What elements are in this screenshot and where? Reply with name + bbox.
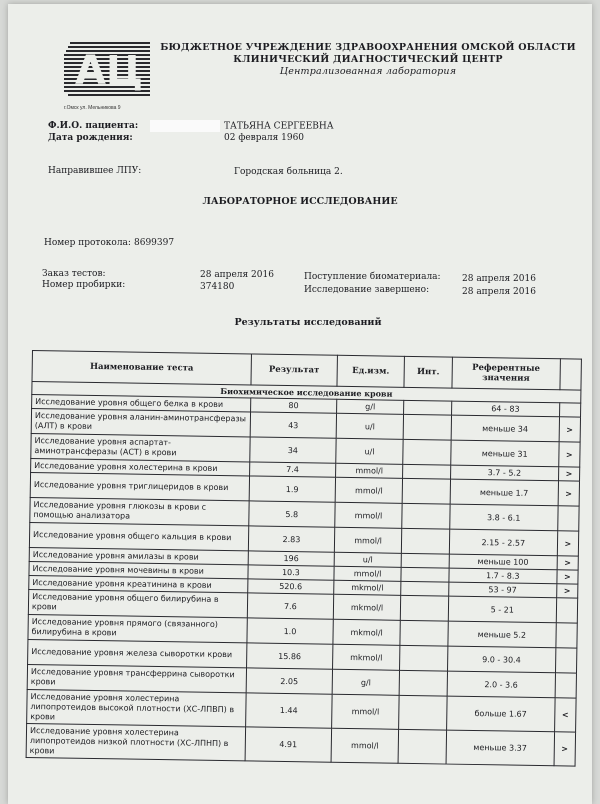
out-of-range-flag: > <box>559 417 581 442</box>
unit-cell: mkmol/l <box>333 580 401 595</box>
unit-cell: u/l <box>336 438 404 464</box>
out-of-range-flag: > <box>557 556 578 570</box>
document-title: ЛАБОРАТОРНОЕ ИССЛЕДОВАНИЕ <box>202 196 398 207</box>
svg-text:АЦ: АЦ <box>74 48 144 94</box>
reference-range-cell: 5 - 21 <box>448 596 556 623</box>
unit-cell: mkmol/l <box>332 644 400 670</box>
table-row <box>26 723 575 766</box>
reference-range-cell: 3.7 - 5.2 <box>450 465 558 481</box>
interpretation-cell <box>398 729 446 764</box>
reference-range-cell: больше 1.67 <box>446 696 554 732</box>
result-value-cell: 34 <box>250 437 336 463</box>
interpretation-cell <box>400 620 448 646</box>
unit-cell: mkmol/l <box>333 619 401 645</box>
result-value-cell: 2.05 <box>246 668 332 694</box>
test-name-cell: Исследование уровня мочевины в крови <box>29 561 248 578</box>
interpretation-cell <box>399 695 447 730</box>
section-title: Биохимическое исследование крови <box>32 382 581 404</box>
test-name-cell: Исследование уровня железа сыворотки крови <box>28 639 247 667</box>
interpretation-cell <box>402 503 450 529</box>
out-of-range-flag: > <box>558 481 580 506</box>
test-name-cell: Исследование уровня креатинина в крови <box>29 575 248 592</box>
test-name-cell: Исследование уровня трансферрина сыворотки крови <box>27 664 246 692</box>
unit-cell: mmol/l <box>335 463 403 478</box>
col-header-test: Наименование теста <box>32 351 251 385</box>
reference-range-cell: 64 - 83 <box>451 401 559 417</box>
unit-cell: mmol/l <box>334 527 402 553</box>
col-header-interp: Инт. <box>404 356 452 388</box>
col-header-reference: Референтные значения <box>452 357 560 390</box>
interpretation-cell <box>403 439 451 465</box>
reference-range-cell: 1.7 - 8.3 <box>449 568 557 584</box>
patient-name <box>150 120 334 132</box>
tube-value: 374180 <box>200 282 235 292</box>
result-value-cell: 15.86 <box>247 643 333 669</box>
org-name-line1: БЮДЖЕТНОЕ УЧРЕЖДЕНИЕ ЗДРАВООХРАНЕНИЯ ОМСКОЙ ОБЛАСТИ <box>160 42 576 53</box>
received-value: 28 апреля 2016 <box>462 274 536 284</box>
interpretation-cell <box>401 595 449 621</box>
referral-label: Направившее ЛПУ: <box>48 166 142 176</box>
interpretation-cell <box>402 553 450 568</box>
result-value-cell: 7.4 <box>250 462 336 477</box>
col-header-unit: Ед.изм. <box>337 355 405 387</box>
completed-label: Исследование завершено: <box>304 285 430 295</box>
redaction-block <box>150 120 220 132</box>
protocol-label: Номер протокола: <box>44 238 131 248</box>
unit-cell: mmol/l <box>334 566 402 581</box>
col-header-result: Результат <box>251 354 337 386</box>
test-name-cell: Исследование уровня аспартат-аминотрансферазы (АСТ) в крови <box>31 433 250 461</box>
result-value-cell: 80 <box>251 398 337 413</box>
unit-cell: mmol/l <box>335 477 403 503</box>
received-label: Поступление биоматериала: <box>304 272 441 282</box>
test-name-cell: Исследование уровня холестерина липопротеидов низкой плотности (ХС-ЛПНП) в крови <box>26 723 245 760</box>
out-of-range-flag: > <box>556 584 577 598</box>
unit-cell: mmol/l <box>331 694 399 729</box>
result-value-cell: 1.0 <box>247 618 333 644</box>
out-of-range-flag <box>556 623 578 648</box>
out-of-range-flag: > <box>558 467 579 481</box>
out-of-range-flag <box>557 506 579 531</box>
order-value: 28 апреля 2016 <box>200 270 274 280</box>
interpretation-cell <box>404 414 452 440</box>
out-of-range-flag: > <box>557 531 579 556</box>
reference-range-cell: 3.8 - 6.1 <box>450 504 558 531</box>
result-value-cell: 1.44 <box>246 693 332 728</box>
order-label: Заказ тестов: <box>42 269 106 279</box>
org-name-line3: Централизованная лаборатория <box>279 66 457 77</box>
reference-range-cell: меньше 31 <box>451 440 559 467</box>
patient-name-label: Ф.И.О. пациента: <box>48 121 139 131</box>
result-value-cell: 1.9 <box>249 476 335 502</box>
unit-cell: mmol/l <box>335 502 403 528</box>
result-value-cell: 2.83 <box>248 526 334 552</box>
test-name-cell: Исследование уровня холестерина липопротеидов высокой плотности (ХС-ЛПВП) в крови <box>27 689 246 726</box>
interpretation-cell <box>402 528 450 554</box>
interpretation-cell <box>401 567 449 582</box>
reference-range-cell: 9.0 - 30.4 <box>447 646 555 673</box>
interpretation-cell <box>403 478 451 504</box>
unit-cell: g/l <box>332 669 400 695</box>
unit-cell: u/l <box>334 552 402 567</box>
out-of-range-flag <box>559 403 580 417</box>
result-value-cell: 10.3 <box>248 565 334 580</box>
test-name-cell: Исследование уровня прямого (связанного) билирубина в крови <box>28 614 247 642</box>
interpretation-cell <box>399 670 447 696</box>
org-name-line2: КЛИНИЧЕСКИЙ ДИАГНОСТИЧЕСКИЙ ЦЕНТР <box>233 54 503 65</box>
test-name-cell: Исследование уровня общего кальция в крови <box>29 522 248 550</box>
lab-report-page <box>8 4 592 804</box>
result-value-cell: 43 <box>250 412 336 438</box>
interpretation-cell <box>401 581 449 596</box>
test-name-cell: Исследование уровня амилазы в крови <box>29 547 248 564</box>
test-name-cell: Исследование уровня глюкозы в крови с помощью анализатора <box>30 497 249 525</box>
out-of-range-flag <box>555 673 577 698</box>
out-of-range-flag: < <box>554 698 576 732</box>
reference-range-cell: меньше 34 <box>451 415 559 442</box>
unit-cell: mkmol/l <box>333 594 401 620</box>
results-table <box>26 350 582 767</box>
protocol-value: 8699397 <box>134 238 175 248</box>
out-of-range-flag: > <box>558 442 580 467</box>
interpretation-cell <box>404 400 452 415</box>
result-value-cell: 5.8 <box>249 501 335 527</box>
unit-cell: mmol/l <box>331 728 399 763</box>
reference-range-cell: 53 - 97 <box>448 582 556 598</box>
test-name-cell: Исследование уровня общего белка в крови <box>32 395 251 412</box>
results-title: Результаты исследований <box>234 317 382 328</box>
lab-logo-icon <box>64 40 154 102</box>
logo-address: г.Омск ул. Мельникова 9 <box>64 105 121 111</box>
tube-label: Номер пробирки: <box>42 280 126 290</box>
test-name-cell: Исследование уровня триглицеридов в крови <box>30 472 249 500</box>
out-of-range-flag: > <box>554 732 576 766</box>
patient-name-value: ТАТЬЯНА СЕРГЕЕВНА <box>224 121 334 132</box>
reference-range-cell: 2.0 - 3.6 <box>447 671 555 698</box>
referral-value: Городская больница 2. <box>234 167 343 177</box>
organization-header <box>158 42 578 78</box>
col-header-flag <box>560 359 582 390</box>
reference-range-cell: меньше 1.7 <box>450 479 558 506</box>
reference-range-cell: 2.15 - 2.57 <box>449 529 557 556</box>
result-value-cell: 196 <box>248 551 334 566</box>
unit-cell: g/l <box>336 399 404 414</box>
out-of-range-flag <box>556 598 578 623</box>
interpretation-cell <box>403 464 451 479</box>
test-name-cell: Исследование уровня холестерина в крови <box>31 458 250 475</box>
reference-range-cell: меньше 3.37 <box>446 730 554 766</box>
out-of-range-flag <box>555 648 577 673</box>
result-value-cell: 7.6 <box>247 593 333 619</box>
reference-range-cell: меньше 100 <box>449 554 557 570</box>
completed-value: 28 апреля 2016 <box>462 287 536 297</box>
interpretation-cell <box>400 645 448 671</box>
dob-label: Дата рождения: <box>48 133 133 143</box>
test-name-cell: Исследование уровня аланин-аминотрансферазы (АЛТ) в крови <box>31 409 250 437</box>
result-value-cell: 520.6 <box>248 579 334 594</box>
reference-range-cell: меньше 5.2 <box>448 621 556 648</box>
unit-cell: u/l <box>336 413 404 439</box>
result-value-cell: 4.91 <box>245 727 331 762</box>
test-name-cell: Исследование уровня общего билирубина в крови <box>28 589 247 617</box>
dob-value: 02 февраля 1960 <box>224 133 305 143</box>
out-of-range-flag: > <box>557 570 578 584</box>
